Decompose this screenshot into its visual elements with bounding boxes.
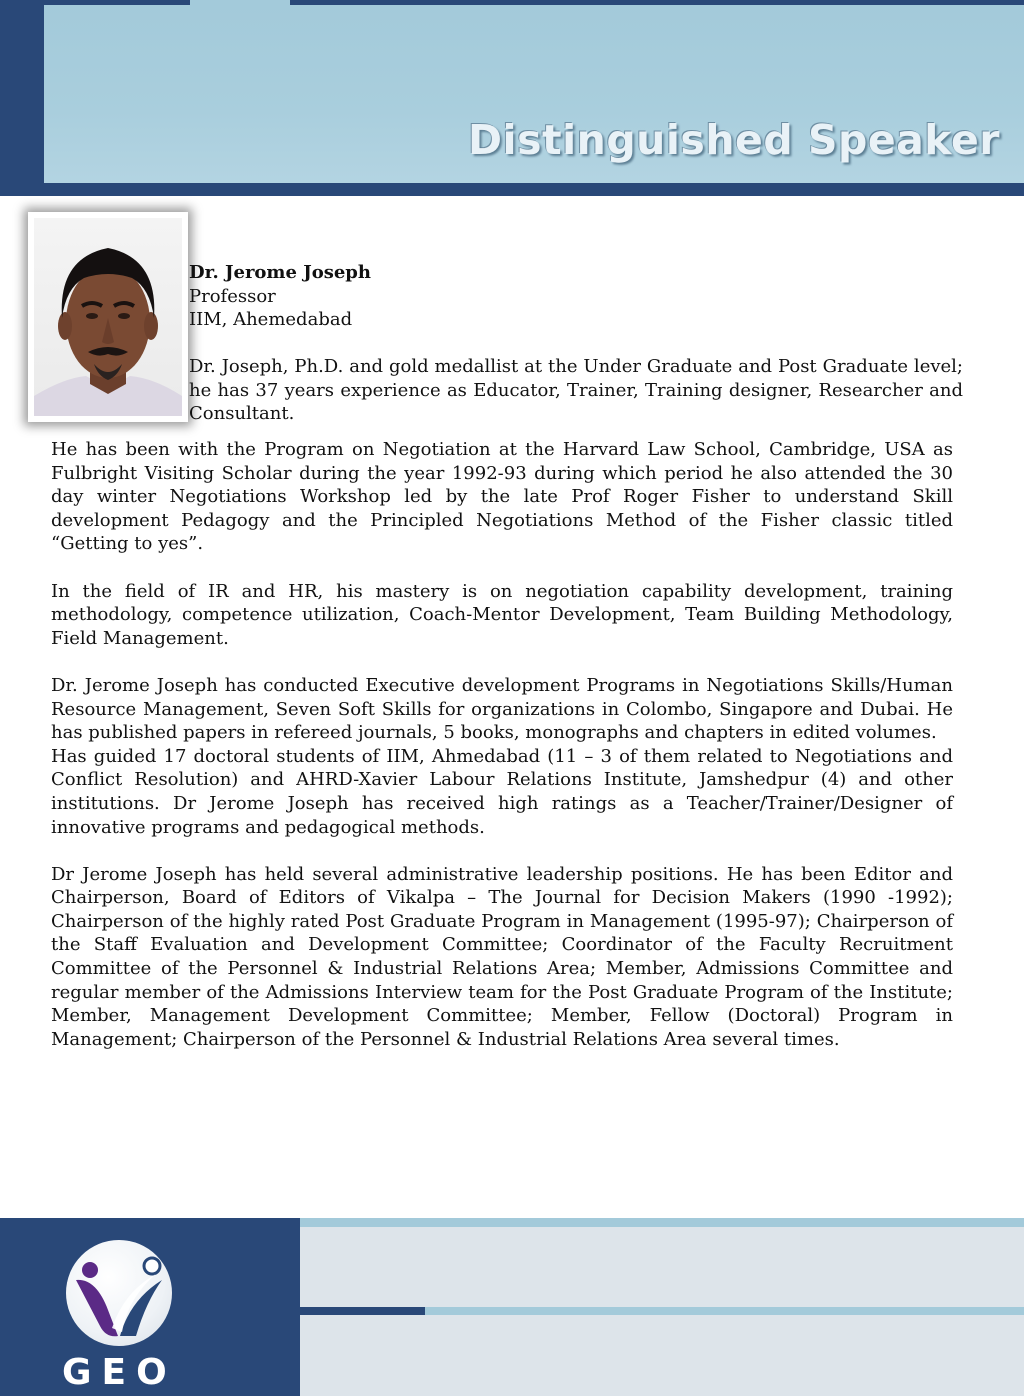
speaker-photo-frame	[28, 212, 188, 422]
footer-panel-upper	[300, 1227, 1024, 1307]
speaker-photo	[34, 218, 182, 416]
bio-paragraph-leadership: Dr Jerome Joseph has held several administrative leadership positions. He has been Editor and Chairperson, Board of Editors of Vikalpa – The Journal for Decision Makers (1990 -1992); Chairperson of the highly rated Post Graduate Program in Management (1995-97); Chairperson of the Staff Evaluation and Development Committee; Coordinator of the Faculty Recruitment Committee of the Personnel & Industrial Relations Area; Member, Admissions Committee and regular member of the Admissions Interview team for the Post Graduate Program of the Institute; Member, Management Development Committee; Member, Fellow (Doctoral) Program in Management; Chairperson of the Personnel & Industrial Relations Area several times.	[51, 863, 953, 1050]
bio-paragraph-programs: Dr. Jerome Joseph has conducted Executive development Programs in Negotiations Skills/Human Resource Management, Seven Soft Skills for organizations in Colombo, Singapore and Dubai. He has published papers in refereed journals, 5 books, monographs and chapters in edited volumes.	[51, 674, 953, 744]
footer-accent-bar	[300, 1307, 425, 1315]
speaker-institution: IIM, Ahemedabad	[189, 309, 353, 330]
geo-logo-icon	[66, 1240, 172, 1346]
speaker-designation: Professor	[189, 285, 276, 307]
footer-panel-lower	[300, 1315, 1024, 1396]
speaker-name: Dr. Jerome Joseph	[189, 262, 371, 283]
speaker-biography	[51, 438, 953, 1051]
bio-paragraph-expertise: In the field of IR and HR, his mastery is on negotiation capability development, training methodology, competence utilization, Coach-Mentor Development, Team Building Methodology, Field Management.	[51, 580, 953, 649]
footer-strip-top	[300, 1218, 1024, 1227]
speaker-info	[189, 261, 963, 426]
footer-strip-middle	[425, 1307, 1024, 1315]
geo-logo-mark-icon	[66, 1240, 172, 1346]
speaker-portrait-icon	[34, 218, 182, 416]
speaker-intro: Dr. Joseph, Ph.D. and gold medallist at the Under Graduate and Post Graduate level; he has 37 years experience as Educator, Trainer, Training designer, Researcher and Consultant.	[189, 356, 963, 424]
header-banner	[0, 0, 1024, 196]
bio-paragraph-harvard: He has been with the Program on Negotiation at the Harvard Law School, Cambridge, USA as Fulbright Visiting Scholar during the year 1992-93 during which period he also attended the 30 day winter Negotiations Workshop led by the late Prof Roger Fisher to understand Skill development Pedagogy and the Principled Negotiations Method of the Fisher classic titled “Getting to yes”.	[51, 439, 953, 555]
page-title: Distinguished Speaker	[468, 116, 1000, 164]
bio-paragraph-doctoral: Has guided 17 doctoral students of IIM, Ahmedabad (11 – 3 of them related to Negotiations and Conflict Resolution) and AHRD-Xavier Labour Relations Institute, Jamshedpur (4) and other institutions. Dr Jerome Joseph has received high ratings as a Teacher/Trainer/Designer of innovative programs and pedagogical methods.	[51, 745, 953, 838]
geo-logo-text: GEO	[62, 1352, 177, 1393]
